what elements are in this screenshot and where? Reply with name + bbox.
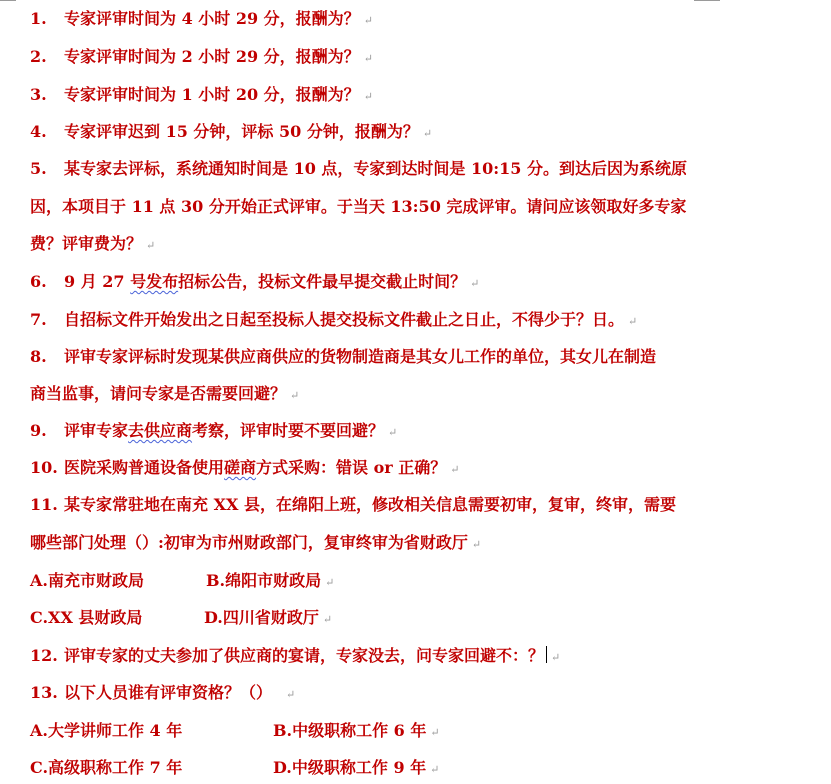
- question-number: 4.: [30, 122, 47, 141]
- paragraph-mark-icon: ↵: [363, 90, 373, 103]
- question-text: 哪些部门处理（）:初审为市州财政部门，复审终审为省财政厅: [30, 533, 468, 552]
- question-number: 12.: [30, 646, 58, 665]
- question-8-line-1: [30, 346, 656, 368]
- question-number: 5.: [30, 159, 47, 178]
- question-6: [30, 271, 479, 293]
- question-text: 专家评审迟到 15 分钟，评标 50 分钟，报酬为？: [64, 122, 419, 141]
- q11-option-b: [206, 570, 334, 592]
- page-top-edge-mark-left: [0, 0, 16, 1]
- paragraph-mark-icon: ↵: [146, 239, 156, 252]
- paragraph-mark-icon: ↵: [363, 14, 373, 27]
- question-text: 评审专家的丈夫参加了供应商的宴请，专家没去，问专家回避不：？: [64, 646, 545, 665]
- paragraph-mark-icon: ↵: [430, 763, 440, 776]
- question-5-line-1: [30, 158, 687, 180]
- question-2: [30, 46, 373, 68]
- question-4: [30, 121, 432, 143]
- q11-option-a: [30, 570, 144, 592]
- question-text: 以下人员谁有评审资格？（）: [64, 683, 273, 702]
- question-13: [30, 682, 295, 704]
- q11-option-d: [204, 607, 332, 629]
- option-text: A.大学讲师工作 4 年: [30, 721, 183, 740]
- question-11-line-1: [30, 494, 676, 516]
- q13-option-d: [273, 757, 439, 779]
- question-text: 某专家去评标，系统通知时间是 10 点，专家到达时间是 10:15 分。到达后因为系统原: [64, 159, 687, 178]
- question-11-line-2: [30, 532, 481, 554]
- question-text: 招标公告，投标文件最早提交截止时间？: [178, 272, 467, 291]
- spellcheck-underlined-text: 号发布: [130, 272, 179, 291]
- question-text: 某专家常驻地在南充 XX 县，在绵阳上班，修改相关信息需要初审，复审，终审，需要: [64, 495, 676, 514]
- question-8-line-2: [30, 383, 299, 405]
- question-number: 1.: [30, 9, 47, 28]
- paragraph-mark-icon: ↵: [286, 688, 296, 701]
- paragraph-mark-icon: ↵: [422, 127, 433, 140]
- question-9: [30, 420, 397, 442]
- question-12: [30, 645, 560, 667]
- question-text: 医院采购普通设备使用: [64, 458, 225, 477]
- question-text: 9 月 27: [64, 272, 131, 291]
- question-text: 评审专家评标时发现某供应商供应的货物制造商是其女儿工作的单位，其女儿在制造: [64, 347, 657, 366]
- paragraph-mark-icon: ↵: [628, 315, 638, 328]
- question-text: 商当监事，请问专家是否需要回避？: [30, 384, 287, 403]
- question-text: 考察，评审时要不要回避？: [192, 421, 385, 440]
- question-3: [30, 84, 373, 106]
- question-text: 专家评审时间为 2 小时 29 分，报酬为？: [64, 47, 360, 66]
- option-text: B.中级职称工作 6 年: [273, 721, 427, 740]
- question-10: [30, 457, 460, 479]
- page-top-edge-mark-right: [694, 0, 720, 1]
- q13-option-b: [273, 720, 440, 742]
- paragraph-mark-icon: ↵: [388, 426, 398, 439]
- question-number: 13.: [30, 683, 58, 702]
- option-text: D.四川省财政厅: [204, 608, 319, 627]
- paragraph-mark-icon: ↵: [322, 613, 333, 626]
- question-number: 8.: [30, 347, 47, 366]
- paragraph-mark-icon: ↵: [551, 651, 561, 664]
- option-text: C.XX 县财政局: [30, 608, 143, 627]
- paragraph-mark-icon: ↵: [325, 576, 335, 589]
- paragraph-mark-icon: ↵: [290, 389, 300, 402]
- question-text: 专家评审时间为 1 小时 20 分，报酬为？: [64, 85, 360, 104]
- spellcheck-underlined-text: 去供应商: [128, 421, 193, 440]
- question-text: 因，本项目于 11 点 30 分开始正式评审。于当天 13:50 完成评审。请问应该领取好多专家: [30, 197, 687, 216]
- q13-option-c: [30, 757, 182, 779]
- option-text: C.高级职称工作 7 年: [30, 758, 183, 777]
- q11-option-c: [30, 607, 142, 629]
- q13-option-a: [30, 720, 182, 742]
- question-text: 自招标文件开始发出之日起至投标人提交投标文件截止之日止，不得少于？日。: [64, 310, 625, 329]
- question-text: 方式采购：错误 or 正确？: [256, 458, 447, 477]
- question-number: 11.: [30, 495, 58, 514]
- question-5-line-2: [30, 196, 686, 218]
- question-number: 7.: [30, 310, 47, 329]
- question-number: 6.: [30, 272, 47, 291]
- question-number: 9.: [30, 421, 47, 440]
- paragraph-mark-icon: ↵: [450, 463, 460, 476]
- question-number: 10.: [30, 458, 58, 477]
- paragraph-mark-icon: ↵: [430, 726, 440, 739]
- question-7: [30, 309, 637, 331]
- question-number: 2.: [30, 47, 47, 66]
- question-1: [30, 8, 373, 30]
- text-cursor[interactable]: [546, 646, 547, 663]
- option-text: B.绵阳市财政局: [206, 571, 322, 590]
- paragraph-mark-icon: ↵: [471, 538, 482, 551]
- question-text: 评审专家: [64, 421, 129, 440]
- question-text: 专家评审时间为 4 小时 29 分，报酬为？: [64, 9, 360, 28]
- question-text: 费？评审费为？: [30, 234, 143, 253]
- question-number: 3.: [30, 85, 47, 104]
- spellcheck-underlined-text: 磋商: [224, 458, 257, 477]
- question-5-line-3: [30, 233, 155, 255]
- option-text: D.中级职称工作 9 年: [273, 758, 427, 777]
- paragraph-mark-icon: ↵: [470, 277, 480, 290]
- paragraph-mark-icon: ↵: [363, 52, 373, 65]
- option-text: A.南充市财政局: [30, 571, 144, 590]
